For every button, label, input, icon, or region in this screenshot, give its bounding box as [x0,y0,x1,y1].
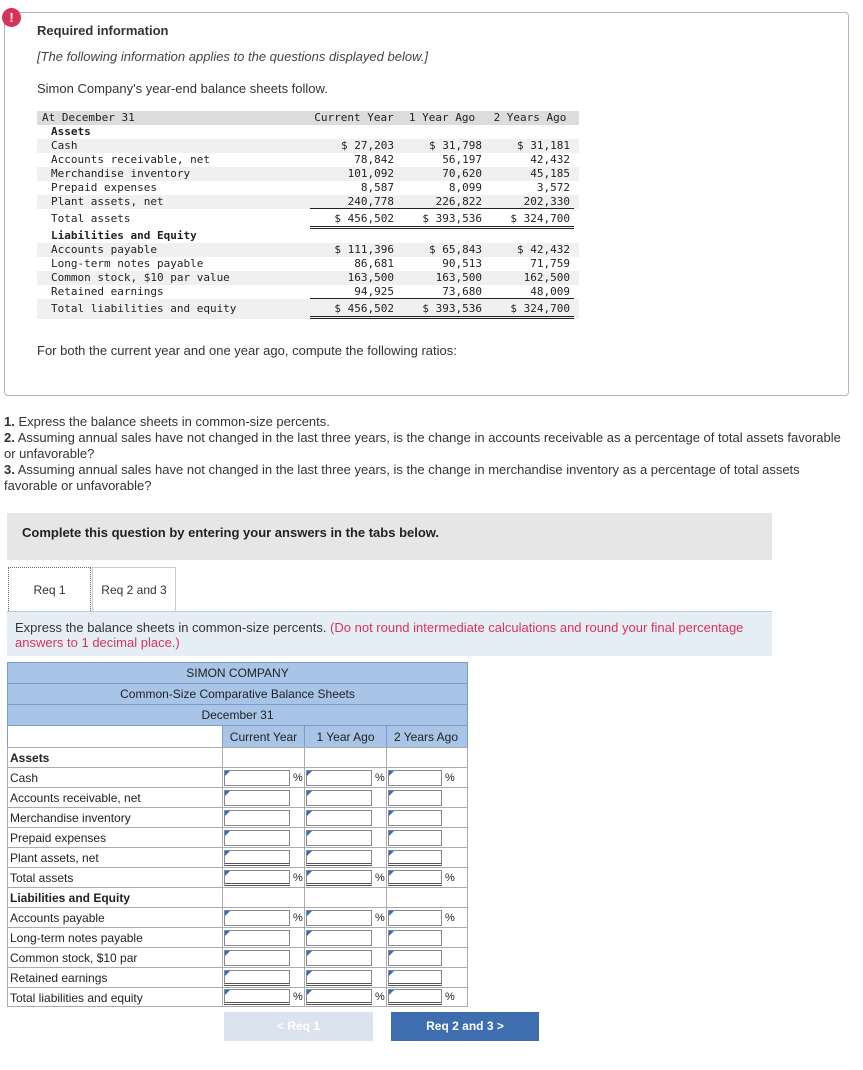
percent-sign: % [293,991,303,1003]
next-button[interactable]: Req 2 and 3 > [391,1012,539,1041]
percent-input[interactable] [388,910,442,926]
percent-sign: % [445,991,455,1003]
cs-row-label: Long-term notes payable [10,931,143,945]
question-3: 3. Assuming annual sales have not changed in the last three years, is the change in merchandise inventory as a percentage of total assets favorable or unfavorable? [4,462,800,493]
required-info-title: Required information [37,23,169,38]
cs-row-label: Prepaid expenses [10,831,107,845]
percent-input[interactable] [306,850,372,866]
cs-row [7,947,468,967]
percent-sign: % [375,871,385,884]
tab-req-2-and-3[interactable]: Req 2 and 3 [92,567,176,611]
percent-input[interactable] [224,950,290,966]
cs-row-label: Total liabilities and equity [10,991,143,1005]
cs-row-label: Plant assets, net [10,851,99,865]
cs-cell [386,828,465,847]
percent-input[interactable] [306,950,372,966]
cs-cell [304,788,386,807]
percent-input[interactable] [388,830,442,846]
prev-button[interactable]: < Req 1 [224,1012,373,1041]
cs-cell [222,928,304,947]
cs-row [7,887,468,907]
cs-subtitle: Common-Size Comparative Balance Sheets [7,683,468,704]
cs-cell [304,908,386,927]
questions-list [4,414,854,494]
cs-row-label: Cash [10,771,39,785]
cs-cell [222,988,304,1006]
bs-liab-heading: Liabilities and Equity [51,229,197,242]
cs-cell [304,888,386,907]
cs-cell [304,848,386,867]
cs-cell [222,768,304,787]
percent-input[interactable] [388,989,442,1005]
bs-assets-heading: Assets [51,125,91,138]
percent-input[interactable] [388,970,442,986]
bs-row: Common stock, $10 par value 163,500 163,500 162,500 [37,271,579,285]
cs-cell [386,928,465,947]
cs-row [7,847,468,867]
cs-cell [386,748,465,767]
percent-input[interactable] [224,770,290,786]
percent-input[interactable] [306,810,372,826]
percent-sign: % [375,771,385,784]
cs-cell [304,828,386,847]
cs-cell [222,968,304,987]
percent-input[interactable] [224,850,290,866]
intro-text: Simon Company's year-end balance sheets follow. [37,81,328,96]
percent-sign: % [293,871,303,884]
cs-row [7,747,468,767]
cs-cell [222,908,304,927]
bs-row: Plant assets, net 240,778 226,822 202,330 [37,195,579,209]
cs-row [7,807,468,827]
percent-input[interactable] [224,790,290,806]
balance-sheet-table [37,111,579,319]
percent-input[interactable] [388,850,442,866]
cs-cell [304,988,386,1006]
percent-input[interactable] [224,910,290,926]
percent-sign: % [445,771,455,784]
cs-cell [386,788,465,807]
percent-input[interactable] [306,830,372,846]
cs-cell [304,928,386,947]
cs-row [7,967,468,987]
bs-header-row: At December 31 Current Year 1 Year Ago 2 Years Ago [37,111,579,125]
cs-row [7,827,468,847]
bs-row: Retained earnings 94,925 73,680 48,009 [37,285,579,299]
cs-cell [304,768,386,787]
cs-column-headers: Current Year 1 Year Ago 2 Years Ago [7,725,468,747]
compute-text: For both the current year and one year ago, compute the following ratios: [37,343,457,358]
bs-row: Accounts payable $ 111,396 $ 65,843 $ 42,432 [37,243,579,257]
percent-input[interactable] [306,870,372,886]
percent-input[interactable] [224,810,290,826]
percent-input[interactable] [388,770,442,786]
cs-cell [386,988,465,1006]
cs-cell [304,968,386,987]
complete-bar: Complete this question by entering your answers in the tabs below. [7,513,772,560]
percent-sign: % [445,911,455,924]
cs-cell [222,868,304,887]
cs-cell [222,748,304,767]
bs-row: Long-term notes payable 86,681 90,513 71,759 [51,257,570,270]
percent-input[interactable] [306,910,372,926]
percent-input[interactable] [224,930,290,946]
cs-row [7,767,468,787]
percent-input[interactable] [306,989,372,1005]
cs-row-label: Assets [10,751,50,765]
percent-sign: % [375,911,385,924]
cs-row [7,787,468,807]
cs-title: SIMON COMPANY [7,662,468,683]
percent-input[interactable] [388,950,442,966]
tab-req-1[interactable]: Req 1 [8,567,91,611]
percent-sign: % [293,771,303,784]
cs-row-label: Merchandise inventory [10,811,131,825]
percent-input[interactable] [306,970,372,986]
percent-input[interactable] [388,810,442,826]
cs-cell [386,908,465,927]
cs-row-label: Liabilities and Equity [10,891,131,905]
percent-input[interactable] [224,970,290,986]
percent-sign: % [293,911,303,924]
percent-input[interactable] [388,790,442,806]
alert-icon: ! [2,8,21,27]
cs-cell [222,808,304,827]
cs-cell [222,828,304,847]
cs-cell [386,868,465,887]
cs-cell [304,808,386,827]
info-note: [The following information applies to the questions displayed below.] [37,49,428,64]
cs-row [7,987,468,1007]
instruction-box: Express the balance sheets in common-size percents. (Do not round intermediate calculations and round your final percentage answers to 1 decimal place.) [7,611,772,656]
cs-row-label: Accounts payable [10,911,105,925]
cs-date: December 31 [7,704,468,725]
cs-row [7,907,468,927]
common-size-table [7,662,468,1007]
cs-cell [222,848,304,867]
bs-row: Prepaid expenses 8,587 8,099 3,572 [51,181,570,194]
bs-total-liab-row: Total liabilities and equity $ 456,502 $ 393,536 $ 324,700 [37,299,579,319]
percent-input[interactable] [306,770,372,786]
percent-sign: % [445,871,455,884]
cs-cell [222,948,304,967]
cs-cell [386,848,465,867]
question-1: 1. Express the balance sheets in common-size percents. [4,414,330,429]
percent-input[interactable] [306,930,372,946]
bs-total-assets-row: Total assets $ 456,502 $ 393,536 $ 324,700 [37,209,579,229]
cs-cell [222,888,304,907]
bs-row: Cash $ 27,203 $ 31,798 $ 31,181 [37,139,579,153]
cs-cell [222,788,304,807]
cs-cell [386,888,465,907]
cs-row [7,927,468,947]
cs-row-label: Retained earnings [10,971,108,985]
cs-row-label: Total assets [10,871,74,885]
percent-input[interactable] [224,870,290,886]
cs-cell [304,868,386,887]
question-2: 2. Assuming annual sales have not changed in the last three years, is the change in accounts receivable as a percentage of total assets favorable or unfavorable? [4,430,841,461]
percent-input[interactable] [306,790,372,806]
cs-cell [386,948,465,967]
percent-input[interactable] [388,930,442,946]
bs-row: Accounts receivable, net 78,842 56,197 42,432 [51,153,570,166]
percent-input[interactable] [224,989,290,1005]
cs-row-label: Accounts receivable, net [10,791,141,805]
percent-sign: % [375,991,385,1003]
cs-cell [304,748,386,767]
cs-cell [386,768,465,787]
percent-input[interactable] [388,870,442,886]
cs-row [7,867,468,887]
cs-cell [386,808,465,827]
cs-row-label: Common stock, $10 par [10,951,138,965]
bs-row: Merchandise inventory 101,092 70,620 45,185 [37,167,579,181]
percent-input[interactable] [224,830,290,846]
cs-cell [386,968,465,987]
cs-cell [304,948,386,967]
